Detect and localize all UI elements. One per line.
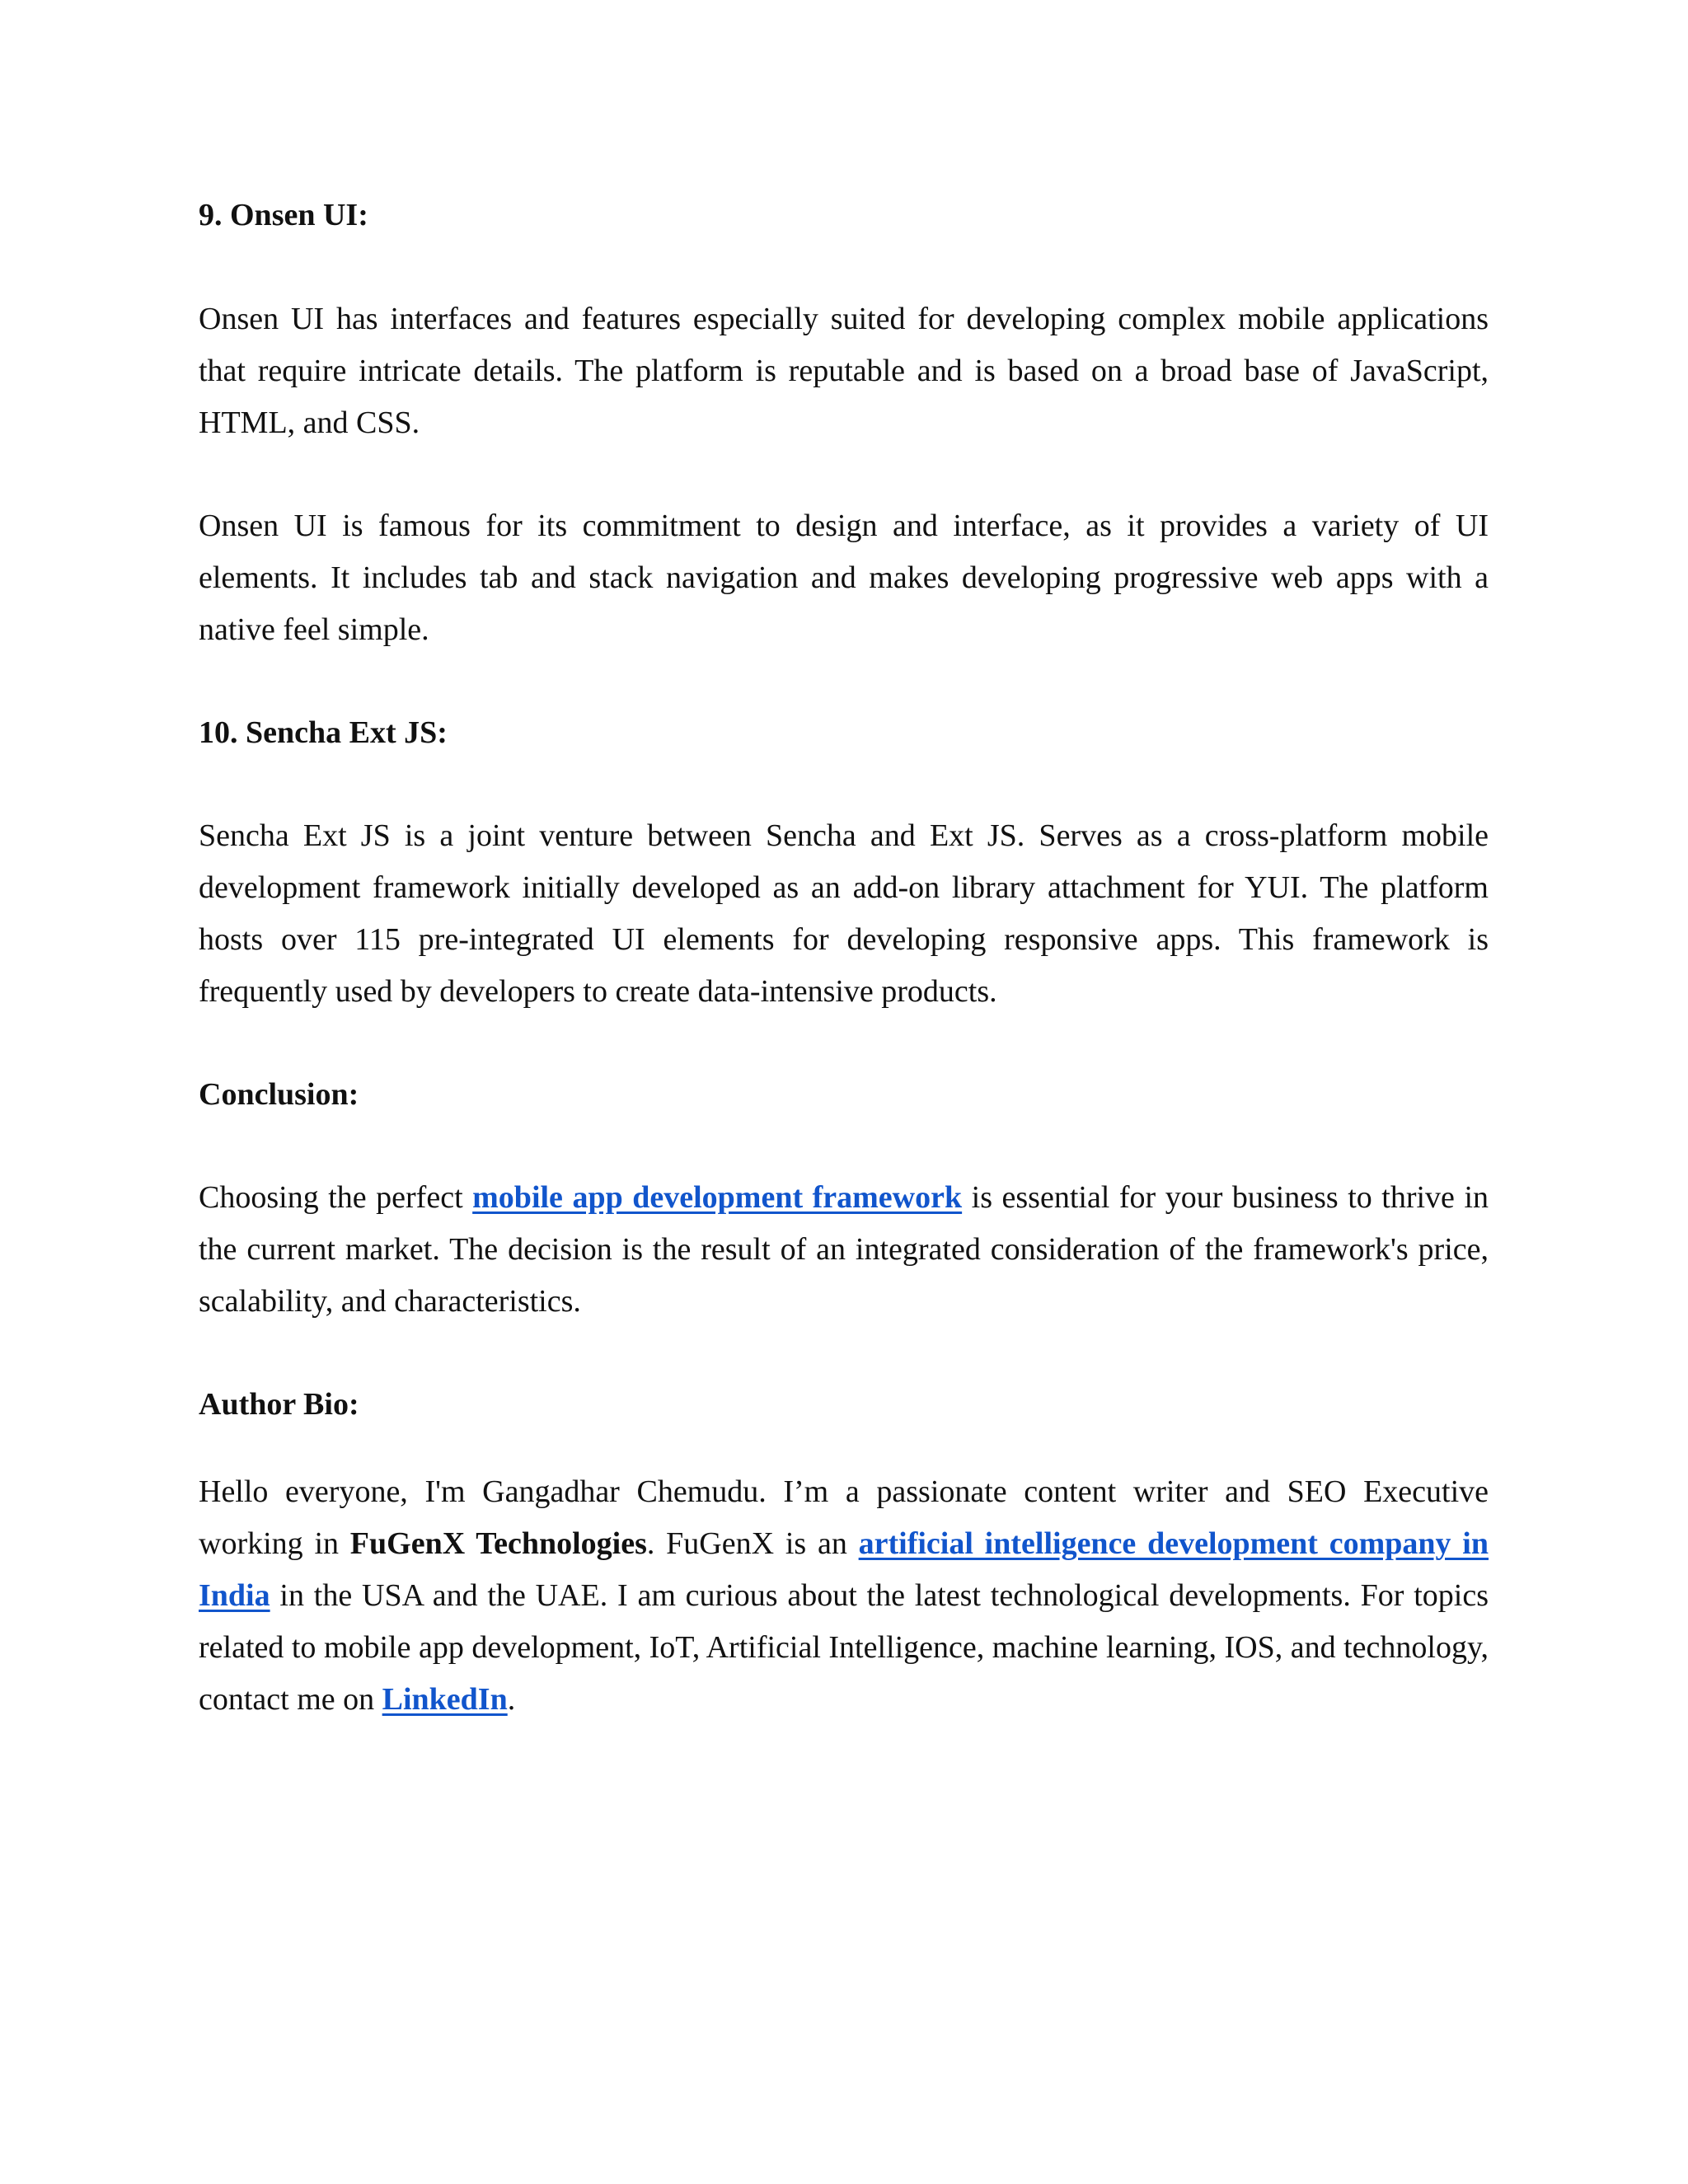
heading-author-bio: Author Bio: — [199, 1387, 359, 1422]
paragraph-onsen-features: Onsen UI is famous for its commitment to design and interface, as it provides a variety of UI elements. It includes tab and stack navigation and makes developing progressive web apps with a native feel simple. — [199, 509, 1489, 647]
author-text-intro: Hello everyone, I'm Gangadhar Chemudu. I’m a passionate content writer and SEO Executive working in — [199, 1474, 1489, 1561]
link-mobile-app-development-framework[interactable]: mobile app development framework — [472, 1180, 963, 1215]
heading-conclusion: Conclusion: — [199, 1077, 359, 1112]
link-ai-development-company[interactable]: artificial intelligence development company in India — [199, 1526, 1489, 1613]
link-linkedin[interactable]: LinkedIn — [382, 1682, 508, 1717]
paragraph-onsen-intro: Onsen UI has interfaces and features especially suited for developing complex mobile applications that require intricate details. The platform is reputable and is based on a broad base of JavaScript, HTML, and CSS. — [199, 302, 1489, 440]
conclusion-text-after: is essential for your business to thrive in the current market. The decision is the result of an integrated consideration of the framework's price, scalability, and characteristics. — [199, 1180, 1489, 1319]
author-text-end: . — [507, 1682, 516, 1717]
paragraph-conclusion — [199, 1172, 1489, 1328]
paragraph-sencha: Sencha Ext JS is a joint venture between Sencha and Ext JS. Serves as a cross-platform mobile development framework initially developed as an add-on library attachment for YUI. The platform hosts over 115 pre-integrated UI elements for developing responsive apps. This framework is frequently used by developers to create data-intensive products. — [199, 818, 1489, 1009]
paragraph-author-bio — [199, 1466, 1489, 1726]
heading-onsen-ui: 9. Onsen UI: — [199, 198, 368, 232]
author-text-fugenx: . FuGenX is an — [646, 1526, 859, 1561]
conclusion-text-before: Choosing the perfect — [199, 1180, 473, 1215]
author-text-topics: in the USA and the UAE. I am curious about the latest technological developments. For topics related to mobile app development, IoT, Artificial Intelligence, machine learning, IOS, and technology, contact me on — [199, 1578, 1489, 1717]
company-name: FuGenX Technologies — [349, 1526, 647, 1561]
heading-sencha-ext-js: 10. Sencha Ext JS: — [199, 715, 448, 750]
